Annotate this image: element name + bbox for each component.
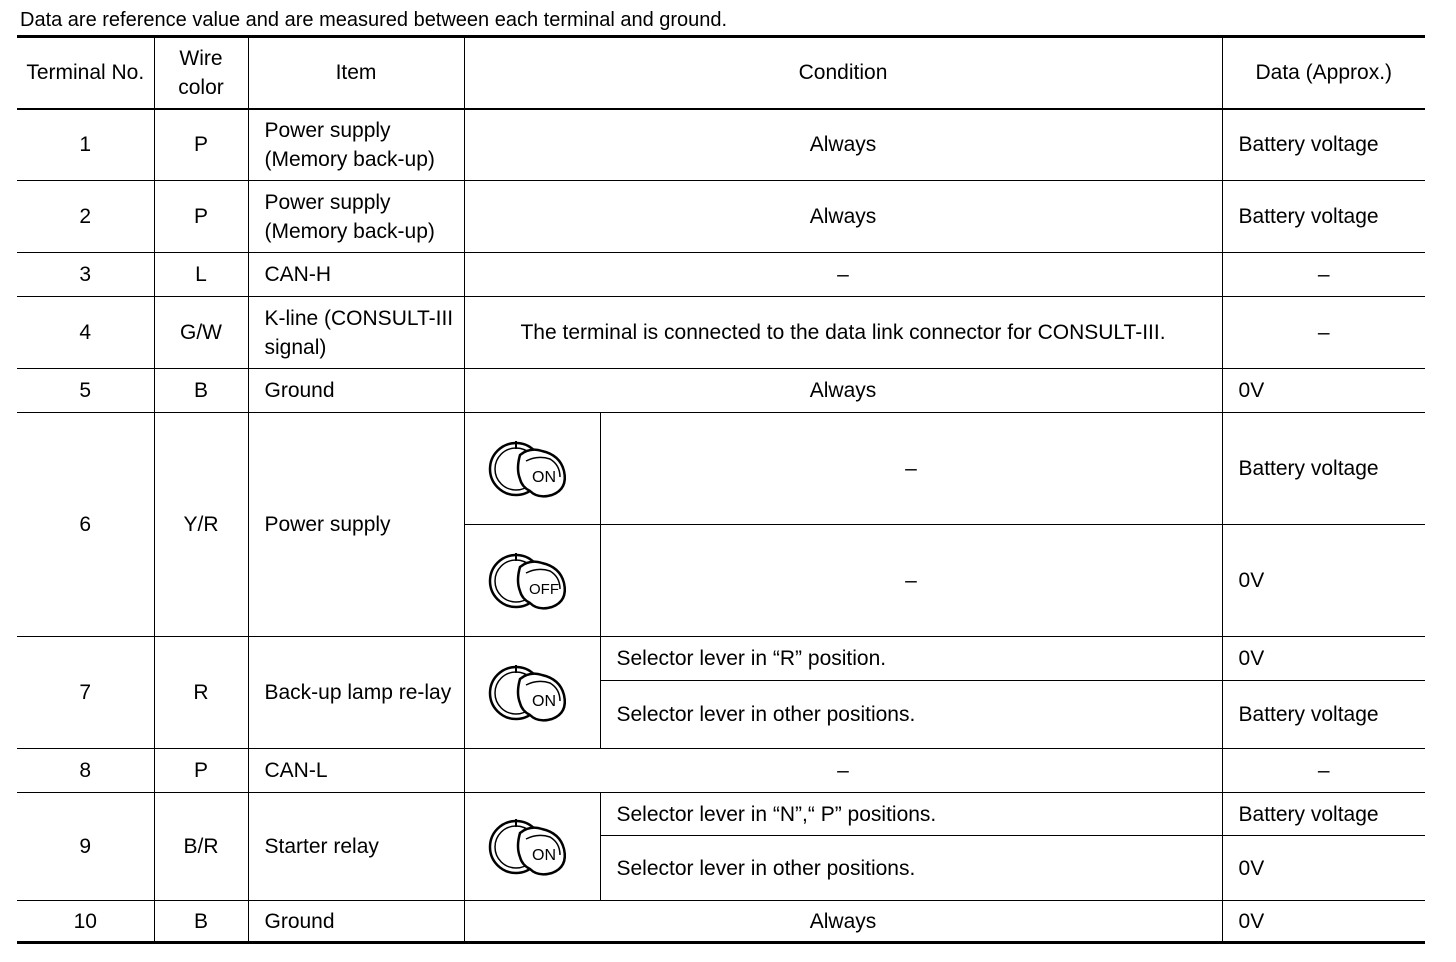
condition: – — [600, 413, 1222, 525]
switch-on-label: ON — [532, 468, 556, 486]
data-value: – — [1222, 749, 1425, 793]
terminal-number: 1 — [17, 109, 154, 181]
wire-color: B/R — [154, 793, 248, 901]
data-value: – — [1222, 297, 1425, 369]
item: CAN-L — [248, 749, 464, 793]
data-value: Battery voltage — [1222, 109, 1425, 181]
item: Ground — [248, 901, 464, 943]
terminal-number: 3 — [17, 253, 154, 297]
condition: – — [464, 253, 1222, 297]
terminal-number: 6 — [17, 413, 154, 637]
header-item: Item — [248, 37, 464, 109]
table-row — [17, 793, 1425, 836]
data-value: 0V — [1222, 836, 1425, 901]
condition: Selector lever in other positions. — [600, 681, 1222, 749]
wire-color: B — [154, 901, 248, 943]
header-wire-color: Wire color — [154, 37, 248, 109]
header-data: Data (Approx.) — [1222, 37, 1425, 109]
terminal-number: 10 — [17, 901, 154, 943]
condition: Selector lever in “R” position. — [600, 637, 1222, 681]
item: Back-up lamp re-lay — [248, 637, 464, 749]
terminal-number: 2 — [17, 181, 154, 253]
condition: Always — [464, 369, 1222, 413]
condition: Selector lever in other positions. — [600, 836, 1222, 901]
wire-color: L — [154, 253, 248, 297]
condition: The terminal is connected to the data link connector for CONSULT-III. — [464, 297, 1222, 369]
switch-off-label: OFF — [529, 580, 559, 598]
wire-color: P — [154, 109, 248, 181]
table-row — [17, 369, 1425, 413]
ignition-switch-on-icon — [464, 793, 600, 901]
ignition-switch-on-icon — [464, 637, 600, 749]
table-row — [17, 901, 1425, 943]
terminal-number: 5 — [17, 369, 154, 413]
wire-color: B — [154, 369, 248, 413]
item: CAN-H — [248, 253, 464, 297]
item: K-line (CONSULT-III signal) — [248, 297, 464, 369]
table-row — [17, 181, 1425, 253]
wire-color: P — [154, 749, 248, 793]
header-terminal-no: Terminal No. — [17, 37, 154, 109]
data-value: Battery voltage — [1222, 681, 1425, 749]
item: Power supply (Memory back-up) — [248, 109, 464, 181]
table-caption: Data are reference value and are measured between each terminal and ground. — [20, 9, 728, 31]
header-condition: Condition — [464, 37, 1222, 109]
table-row — [17, 253, 1425, 297]
condition: Always — [464, 181, 1222, 253]
condition: Selector lever in “N”,“ P” positions. — [600, 793, 1222, 836]
item: Power supply — [248, 413, 464, 637]
data-value: 0V — [1222, 525, 1425, 637]
wire-color: Y/R — [154, 413, 248, 637]
data-value: 0V — [1222, 369, 1425, 413]
data-value: Battery voltage — [1222, 793, 1425, 836]
terminal-number: 4 — [17, 297, 154, 369]
ignition-switch-on-icon — [464, 413, 600, 525]
switch-on-label: ON — [532, 692, 556, 710]
table-row — [17, 109, 1425, 181]
condition: – — [464, 749, 1222, 793]
data-value: 0V — [1222, 637, 1425, 681]
wire-color: P — [154, 181, 248, 253]
table-row — [17, 297, 1425, 369]
terminal-number: 7 — [17, 637, 154, 749]
condition: Always — [464, 901, 1222, 943]
terminal-number: 9 — [17, 793, 154, 901]
switch-on-label: ON — [532, 846, 556, 864]
terminal-number: 8 — [17, 749, 154, 793]
data-value: – — [1222, 253, 1425, 297]
condition: Always — [464, 109, 1222, 181]
table-row — [17, 413, 1425, 525]
table-row — [17, 749, 1425, 793]
data-value: 0V — [1222, 901, 1425, 943]
terminal-data-table — [17, 35, 1425, 944]
item: Power supply (Memory back-up) — [248, 181, 464, 253]
ignition-switch-off-icon — [464, 525, 600, 637]
data-value: Battery voltage — [1222, 413, 1425, 525]
item: Starter relay — [248, 793, 464, 901]
table-row — [17, 637, 1425, 681]
wire-color: G/W — [154, 297, 248, 369]
condition: – — [600, 525, 1222, 637]
data-value: Battery voltage — [1222, 181, 1425, 253]
wire-color: R — [154, 637, 248, 749]
item: Ground — [248, 369, 464, 413]
